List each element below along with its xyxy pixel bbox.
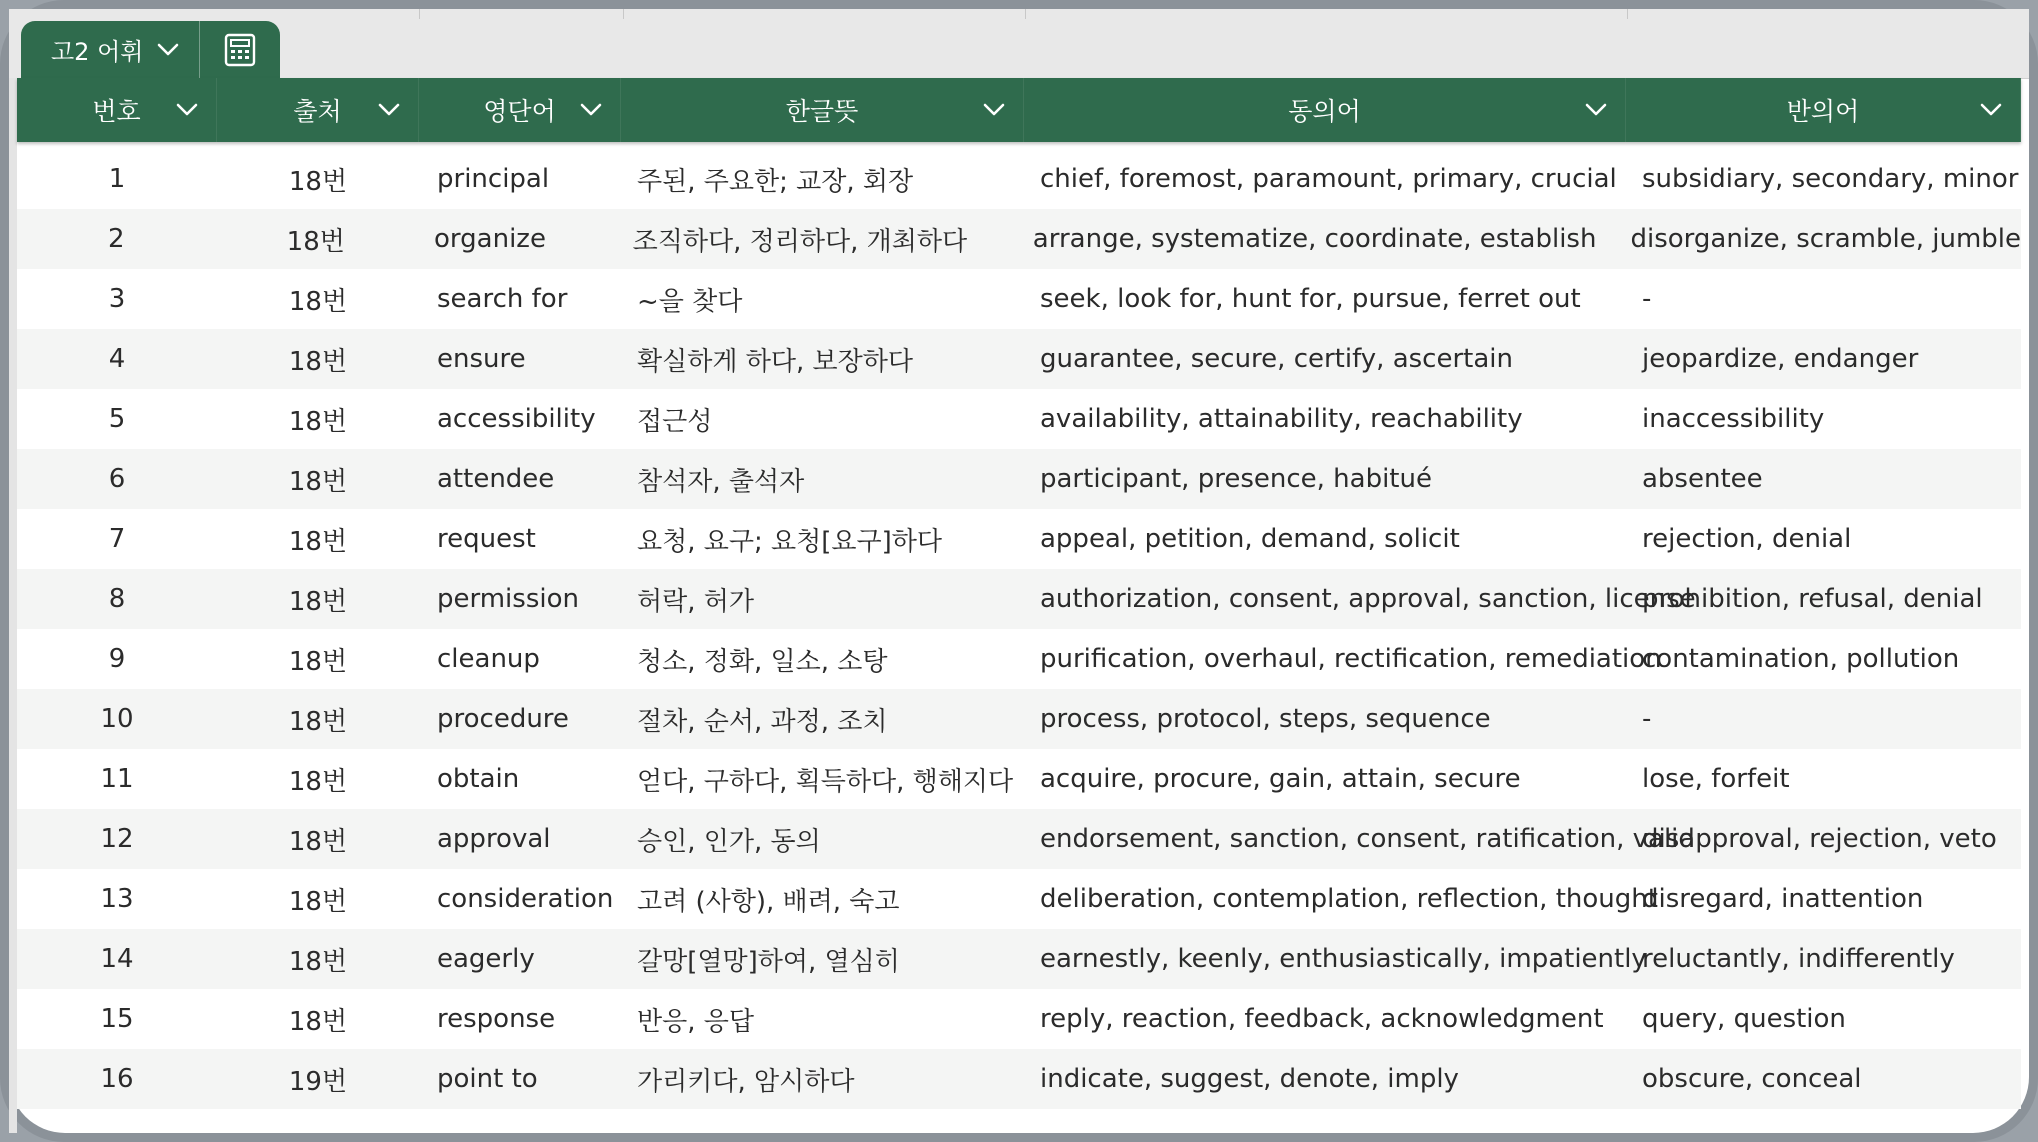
grid-line: [1627, 9, 1628, 19]
sheet-tab-name-button[interactable]: [21, 21, 199, 78]
cell-antonyms[interactable]: inaccessibility: [1642, 404, 1825, 434]
cell-korean-meaning[interactable]: 허락, 허가: [637, 586, 754, 617]
cell-number[interactable]: 9: [108, 644, 126, 674]
cell-source[interactable]: 18번: [288, 826, 348, 857]
column-header-korean-meaning[interactable]: [621, 78, 1024, 142]
cell-number[interactable]: 13: [100, 884, 134, 914]
cell-antonyms[interactable]: -: [1642, 704, 1652, 734]
cell-source[interactable]: 18번: [288, 526, 348, 557]
cell-synonyms[interactable]: authorization, consent, approval, sanction, license: [1040, 584, 1696, 614]
grid-line: [419, 9, 420, 19]
cell-synonyms[interactable]: indicate, suggest, denote, imply: [1040, 1064, 1459, 1094]
chevron-down-icon[interactable]: [580, 103, 602, 117]
cell-korean-meaning[interactable]: 요청, 요구; 요청[요구]하다: [637, 526, 943, 557]
cell-synonyms[interactable]: acquire, procure, gain, attain, secure: [1040, 764, 1521, 794]
cell-english-word[interactable]: procedure: [437, 704, 569, 734]
table-row[interactable]: [17, 629, 2021, 689]
column-header-label: 출처: [293, 97, 342, 126]
cell-antonyms[interactable]: rejection, denial: [1642, 524, 1852, 554]
table-row[interactable]: [17, 869, 2021, 929]
cell-synonyms[interactable]: arrange, systematize, coordinate, establish: [1032, 224, 1597, 254]
cell-korean-meaning[interactable]: 반응, 응답: [637, 1006, 754, 1037]
cell-antonyms[interactable]: -: [1642, 284, 1652, 314]
cell-antonyms[interactable]: disregard, inattention: [1642, 884, 1924, 914]
table-row[interactable]: [17, 569, 2021, 629]
column-header-label: 한글뜻: [785, 97, 859, 126]
cell-english-word[interactable]: cleanup: [437, 644, 540, 674]
cell-synonyms[interactable]: chief, foremost, paramount, primary, crucial: [1040, 164, 1617, 194]
table-row[interactable]: [17, 269, 2021, 329]
cell-antonyms[interactable]: lose, forfeit: [1642, 764, 1790, 794]
cell-korean-meaning[interactable]: 절차, 순서, 과정, 조치: [637, 706, 888, 737]
cell-english-word[interactable]: eagerly: [437, 944, 535, 974]
cell-number[interactable]: 14: [100, 944, 134, 974]
cell-source[interactable]: 18번: [288, 886, 348, 917]
cell-antonyms[interactable]: disapproval, rejection, veto: [1642, 824, 1997, 854]
row-header-strip: [9, 78, 17, 1133]
table-row[interactable]: [17, 809, 2021, 869]
chevron-down-icon[interactable]: [176, 103, 198, 117]
table-row[interactable]: [17, 329, 2021, 389]
cell-source[interactable]: 18번: [288, 406, 348, 437]
table-row[interactable]: [17, 389, 2021, 449]
cell-english-word[interactable]: consideration: [437, 884, 614, 914]
cell-number[interactable]: 10: [100, 704, 134, 734]
cell-source[interactable]: 18번: [286, 226, 345, 257]
cell-source[interactable]: 18번: [288, 166, 348, 197]
cell-english-word[interactable]: approval: [437, 824, 551, 854]
column-header-row: [17, 78, 2021, 142]
cell-number[interactable]: 2: [107, 224, 125, 254]
cell-source[interactable]: 18번: [288, 706, 348, 737]
cell-synonyms[interactable]: deliberation, contemplation, reflection, thought: [1040, 884, 1658, 914]
chevron-down-icon[interactable]: [1980, 103, 2002, 117]
cell-source[interactable]: 18번: [288, 586, 348, 617]
cell-synonyms[interactable]: participant, presence, habitué: [1040, 464, 1432, 494]
cell-source[interactable]: 18번: [288, 766, 348, 797]
cell-synonyms[interactable]: availability, attainability, reachability: [1040, 404, 1523, 434]
table-row[interactable]: [17, 749, 2021, 809]
cell-antonyms[interactable]: contamination, pollution: [1642, 644, 1960, 674]
cell-source[interactable]: 18번: [288, 1006, 348, 1037]
calculator-icon: [223, 33, 257, 67]
grid-line: [623, 9, 624, 19]
table-row[interactable]: [17, 929, 2021, 989]
sheet-tab: [21, 21, 280, 78]
cell-antonyms[interactable]: jeopardize, endanger: [1642, 344, 1919, 374]
table-row[interactable]: [17, 509, 2021, 569]
column-header-english-word[interactable]: [419, 78, 621, 142]
cell-synonyms[interactable]: seek, look for, hunt for, pursue, ferret out: [1040, 284, 1581, 314]
cell-korean-meaning[interactable]: 참석자, 출석자: [637, 466, 805, 497]
cell-number[interactable]: 6: [108, 464, 126, 494]
sheet-tab-bar: [9, 9, 2029, 79]
grid-line: [1025, 9, 1026, 19]
cell-korean-meaning[interactable]: 조직하다, 정리하다, 개최하다: [632, 226, 968, 257]
cell-number[interactable]: 11: [100, 764, 134, 794]
table-row[interactable]: [17, 149, 2021, 209]
cell-synonyms[interactable]: guarantee, secure, certify, ascertain: [1040, 344, 1513, 374]
cell-english-word[interactable]: permission: [437, 584, 579, 614]
cell-number[interactable]: 3: [108, 284, 126, 314]
column-header-source[interactable]: [217, 78, 419, 142]
column-header-synonyms[interactable]: [1024, 78, 1626, 142]
cell-synonyms[interactable]: endorsement, sanction, consent, ratification, valid: [1040, 824, 1695, 854]
cell-korean-meaning[interactable]: 얻다, 구하다, 획득하다, 행해지다: [637, 766, 1014, 797]
table-row[interactable]: [17, 449, 2021, 509]
cell-synonyms[interactable]: earnestly, keenly, enthusiastically, impatiently: [1040, 944, 1647, 974]
cell-antonyms[interactable]: obscure, conceal: [1642, 1064, 1862, 1094]
cell-synonyms[interactable]: process, protocol, steps, sequence: [1040, 704, 1491, 734]
cell-number[interactable]: 4: [108, 344, 126, 374]
cell-korean-meaning[interactable]: 고려 (사항), 배려, 숙고: [637, 886, 900, 917]
table-row[interactable]: [17, 989, 2021, 1049]
cell-number[interactable]: 12: [100, 824, 134, 854]
cell-number[interactable]: 5: [108, 404, 126, 434]
cell-english-word[interactable]: response: [437, 1004, 556, 1034]
chevron-down-icon[interactable]: [1585, 103, 1607, 117]
chevron-down-icon[interactable]: [983, 103, 1005, 117]
cell-antonyms[interactable]: subsidiary, secondary, minor: [1642, 164, 2019, 194]
cell-synonyms[interactable]: appeal, petition, demand, solicit: [1040, 524, 1460, 554]
cell-source[interactable]: 18번: [288, 346, 348, 377]
cell-english-word[interactable]: point to: [437, 1064, 538, 1094]
cell-korean-meaning[interactable]: 주된, 주요한; 교장, 회장: [637, 166, 914, 197]
column-header-label: 반의어: [1786, 97, 1860, 126]
cell-english-word[interactable]: attendee: [437, 464, 555, 494]
calculator-button[interactable]: [200, 21, 280, 78]
cell-english-word[interactable]: organize: [434, 224, 546, 254]
cell-number[interactable]: 15: [100, 1004, 134, 1034]
column-header-antonyms[interactable]: [1626, 78, 2021, 142]
cell-english-word[interactable]: obtain: [437, 764, 520, 794]
cell-korean-meaning[interactable]: 접근성: [637, 406, 713, 437]
cell-korean-meaning[interactable]: ~을 찾다: [637, 286, 743, 317]
cell-korean-meaning[interactable]: 확실하게 하다, 보장하다: [637, 346, 913, 377]
cell-english-word[interactable]: search for: [437, 284, 568, 314]
cell-korean-meaning[interactable]: 승인, 인가, 동의: [637, 826, 821, 857]
chevron-down-icon[interactable]: [378, 103, 400, 117]
cell-korean-meaning[interactable]: 갈망[열망]하여, 열심히: [637, 946, 900, 977]
cell-number[interactable]: 16: [100, 1064, 134, 1094]
cell-antonyms[interactable]: absentee: [1642, 464, 1763, 494]
cell-number[interactable]: 1: [108, 164, 126, 194]
cell-number[interactable]: 7: [108, 524, 126, 554]
cell-source[interactable]: 18번: [288, 466, 348, 497]
chevron-down-icon: [157, 43, 179, 57]
cell-antonyms[interactable]: reluctantly, indifferently: [1642, 944, 1955, 974]
cell-antonyms[interactable]: disorganize, scramble, jumble: [1630, 224, 2021, 254]
spreadsheet-screen: [9, 9, 2029, 1133]
cell-korean-meaning[interactable]: 가리키다, 암시하다: [637, 1066, 855, 1097]
cell-antonyms[interactable]: query, question: [1642, 1004, 1846, 1034]
cell-source[interactable]: 18번: [288, 286, 348, 317]
cell-synonyms[interactable]: reply, reaction, feedback, acknowledgment: [1040, 1004, 1604, 1034]
cell-synonyms[interactable]: purification, overhaul, rectification, remediation: [1040, 644, 1662, 674]
cell-source[interactable]: 18번: [288, 946, 348, 977]
column-header-number[interactable]: [17, 78, 217, 142]
table-row[interactable]: [17, 209, 2021, 269]
cell-source[interactable]: 19번: [288, 1066, 348, 1097]
cell-english-word[interactable]: ensure: [437, 344, 526, 374]
cell-korean-meaning[interactable]: 청소, 정화, 일소, 소탕: [637, 646, 888, 677]
column-header-label: 동의어: [1288, 97, 1361, 126]
table-body: [17, 149, 2021, 1109]
cell-english-word[interactable]: principal: [437, 164, 550, 194]
cell-number[interactable]: 8: [108, 584, 126, 614]
cell-english-word[interactable]: request: [437, 524, 536, 554]
column-header-label: 번호: [92, 97, 141, 126]
table-row[interactable]: [17, 689, 2021, 749]
column-header-label: 영단어: [483, 97, 556, 126]
cell-source[interactable]: 18번: [288, 646, 348, 677]
cell-english-word[interactable]: accessibility: [437, 404, 596, 434]
cell-antonyms[interactable]: prohibition, refusal, denial: [1642, 584, 1983, 614]
table-row[interactable]: [17, 1049, 2021, 1109]
sheet-tab-label: 고2 어휘: [51, 38, 144, 66]
